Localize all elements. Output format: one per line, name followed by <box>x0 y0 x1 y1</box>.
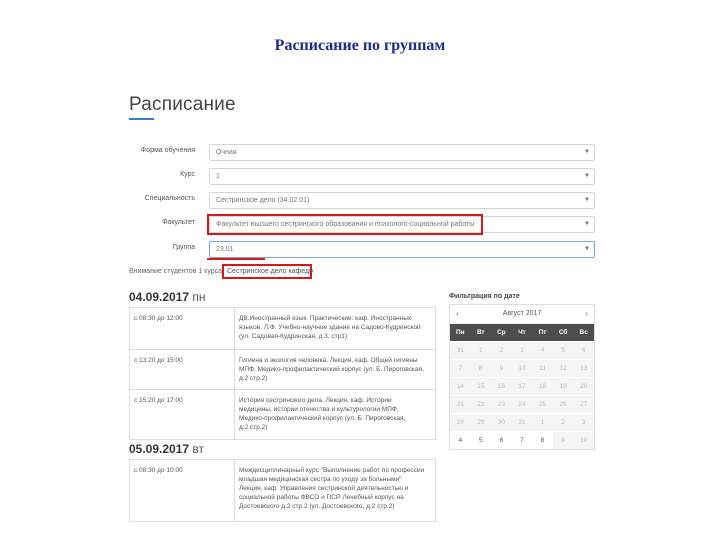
specialty-select[interactable] <box>209 192 595 209</box>
day-heading <box>129 442 204 456</box>
lesson-line: медицины, истории отечества и культурологии МПФ, <box>239 406 399 413</box>
calendar-day[interactable]: 7 <box>450 359 471 377</box>
lesson-description <box>235 308 436 350</box>
calendar-day[interactable]: 10 <box>512 359 533 377</box>
select-value: Очная <box>216 149 237 156</box>
lesson-description <box>235 390 436 440</box>
group-select[interactable] <box>209 241 595 258</box>
filter-row-specialty <box>125 192 597 210</box>
select-value: 23.01 <box>216 246 234 253</box>
lesson-line: д.2 стр.2) <box>239 375 268 382</box>
calendar-title: Фильтрация по дате <box>449 293 520 300</box>
calendar-day[interactable]: 2 <box>491 341 512 359</box>
calendar-weekday: Вт <box>471 324 492 341</box>
calendar-day[interactable]: 21 <box>450 395 471 413</box>
lesson-line: ДВ.Иностранный язык. Практические: каф. Иностранных <box>239 315 412 322</box>
filter-row-group <box>125 241 597 259</box>
calendar-day[interactable]: 24 <box>512 395 533 413</box>
calendar-weekday: Вс <box>573 324 594 341</box>
faculty-highlight-box <box>207 214 483 235</box>
calendar-day[interactable]: 3 <box>573 413 594 431</box>
calendar-day[interactable]: 4 <box>532 341 553 359</box>
dropdown-arrow-icon: ▼ <box>584 221 590 227</box>
lesson-description <box>235 350 436 390</box>
lesson-description <box>235 460 436 522</box>
filter-row-study-form <box>125 144 597 162</box>
table-row <box>130 390 436 440</box>
calendar-day[interactable]: 1 <box>532 413 553 431</box>
table-row <box>130 350 436 390</box>
lesson-line: История сестринского дела. Лекция, каф. Истории <box>239 397 392 404</box>
calendar-day[interactable]: 2 <box>553 413 574 431</box>
table-row <box>130 460 436 522</box>
calendar-day[interactable]: 9 <box>553 431 574 449</box>
lesson-time: с 08:30 до 10:00 <box>130 460 235 522</box>
lesson-line: Междисциплинарный курс "Выполнение работ по профессии <box>239 467 425 474</box>
calendar-day[interactable]: 31 <box>512 413 533 431</box>
lesson-line: Лекция, каф. Управления сестринской деятельностью и <box>239 485 409 492</box>
select-value: 1 <box>216 173 220 180</box>
calendar-day[interactable]: 8 <box>471 359 492 377</box>
lesson-line: младшая медицинская сестра по уходу за больными" <box>239 476 402 483</box>
calendar-day[interactable]: 20 <box>573 377 594 395</box>
lesson-time: с 13:20 до 15:00 <box>130 350 235 390</box>
filter-row-course <box>125 168 597 186</box>
calendar-day[interactable]: 23 <box>491 395 512 413</box>
calendar-day[interactable]: 15 <box>471 377 492 395</box>
schedule-screenshot <box>125 88 597 528</box>
dropdown-arrow-icon: ▼ <box>584 149 590 155</box>
day-weekday: пн <box>192 290 206 304</box>
calendar-day[interactable]: 18 <box>532 377 553 395</box>
lesson-line: МПФ, Медико-профилактический корпус (ул. Б. Пироговская, <box>239 366 424 373</box>
filter-label: Курс <box>180 171 195 178</box>
date-filter-calendar <box>449 304 595 450</box>
calendar-day[interactable]: 8 <box>532 431 553 449</box>
calendar-month: Август 2017 <box>502 310 542 317</box>
calendar-day[interactable]: 25 <box>532 395 553 413</box>
calendar-day[interactable]: 31 <box>450 341 471 359</box>
dropdown-arrow-icon: ▼ <box>584 173 590 179</box>
lesson-line: (ул. Садовая-Кудринская, д.3, стр1) <box>239 333 348 340</box>
calendar-day[interactable]: 9 <box>491 359 512 377</box>
select-value: Факультет высшего сестринского образования и психолого-социальной работы <box>216 221 475 228</box>
filter-label: Группа <box>172 244 195 251</box>
calendar-weekday: Ср <box>491 324 512 341</box>
calendar-weekday: Сб <box>553 324 574 341</box>
lesson-line: Медико-профилактический корпус (ул. Б. Пироговская, <box>239 415 406 422</box>
calendar-day[interactable]: 22 <box>471 395 492 413</box>
calendar-day[interactable]: 4 <box>450 431 471 449</box>
calendar-day[interactable]: 19 <box>553 377 574 395</box>
dropdown-arrow-icon: ▼ <box>584 246 590 252</box>
select-value: Сестринское дело (34.02.01) <box>216 197 310 204</box>
calendar-day[interactable]: 7 <box>512 431 533 449</box>
day-heading <box>129 290 206 304</box>
lesson-line: д.2 стр.2) <box>239 424 268 431</box>
schedule-table-day2 <box>129 459 436 522</box>
calendar-day[interactable]: 6 <box>491 431 512 449</box>
filter-label: Форма обучения <box>140 147 195 154</box>
calendar-day[interactable]: 16 <box>491 377 512 395</box>
lesson-line: Гигиена и экология человека. Лекция, каф. Общей гигиены <box>239 357 418 364</box>
lesson-line: языков. Л.Ф. Учебно-научное здание на Садово-Кудринской <box>239 324 421 331</box>
calendar-day[interactable]: 26 <box>553 395 574 413</box>
lesson-time: с 08:30 до 12:00 <box>130 308 235 350</box>
page-heading: Расписание <box>129 94 236 115</box>
calendar-day[interactable]: 14 <box>450 377 471 395</box>
schedule-table-day1 <box>129 307 436 440</box>
filter-label: Факультет <box>162 219 195 226</box>
calendar-day[interactable]: 28 <box>450 413 471 431</box>
prev-month-icon[interactable]: ‹ <box>456 309 459 318</box>
notice-prefix: Внимание студентов 1 курса <box>129 268 223 275</box>
calendar-day[interactable]: 27 <box>573 395 594 413</box>
day-weekday: вт <box>192 442 205 456</box>
calendar-weekday: Пн <box>450 324 471 341</box>
day-date: 04.09.2017 <box>129 290 190 304</box>
next-month-icon[interactable]: › <box>585 309 588 318</box>
group-underline-highlight <box>207 258 265 260</box>
calendar-day[interactable]: 10 <box>573 431 594 449</box>
filter-label: Специальность <box>144 195 195 202</box>
calendar-day[interactable]: 13 <box>573 359 594 377</box>
calendar-day[interactable]: 12 <box>553 359 574 377</box>
calendar-header <box>450 305 594 324</box>
calendar-day[interactable]: 17 <box>512 377 533 395</box>
day-date: 05.09.2017 <box>129 442 190 456</box>
course-select[interactable] <box>209 168 595 185</box>
slide-title: Расписание по группам <box>274 37 446 54</box>
department-link[interactable]: Сестринское дело кафедр <box>222 264 312 279</box>
calendar-weekday: Пт <box>532 324 553 341</box>
study-form-select[interactable] <box>209 144 595 161</box>
lesson-time: с 15:20 до 17:00 <box>130 390 235 440</box>
calendar-day[interactable]: 3 <box>512 341 533 359</box>
lesson-line: социальной работы ФВСО и ПСР. Лечебный корпус на <box>239 494 404 501</box>
calendar-day[interactable]: 29 <box>471 413 492 431</box>
calendar-day[interactable]: 30 <box>491 413 512 431</box>
calendar-day[interactable]: 5 <box>553 341 574 359</box>
heading-underline <box>129 118 154 120</box>
table-row <box>130 308 436 350</box>
calendar-day[interactable]: 11 <box>532 359 553 377</box>
notice-text <box>129 268 314 275</box>
lesson-line: Достоевского д.2 стр.2 (ул. Достоевского, д.2 стр.2) <box>239 503 395 510</box>
dropdown-arrow-icon: ▼ <box>584 197 590 203</box>
calendar-day[interactable]: 5 <box>471 431 492 449</box>
calendar-day[interactable]: 6 <box>573 341 594 359</box>
calendar-weekday: Чт <box>512 324 533 341</box>
calendar-day[interactable]: 1 <box>471 341 492 359</box>
calendar-grid <box>450 324 594 449</box>
